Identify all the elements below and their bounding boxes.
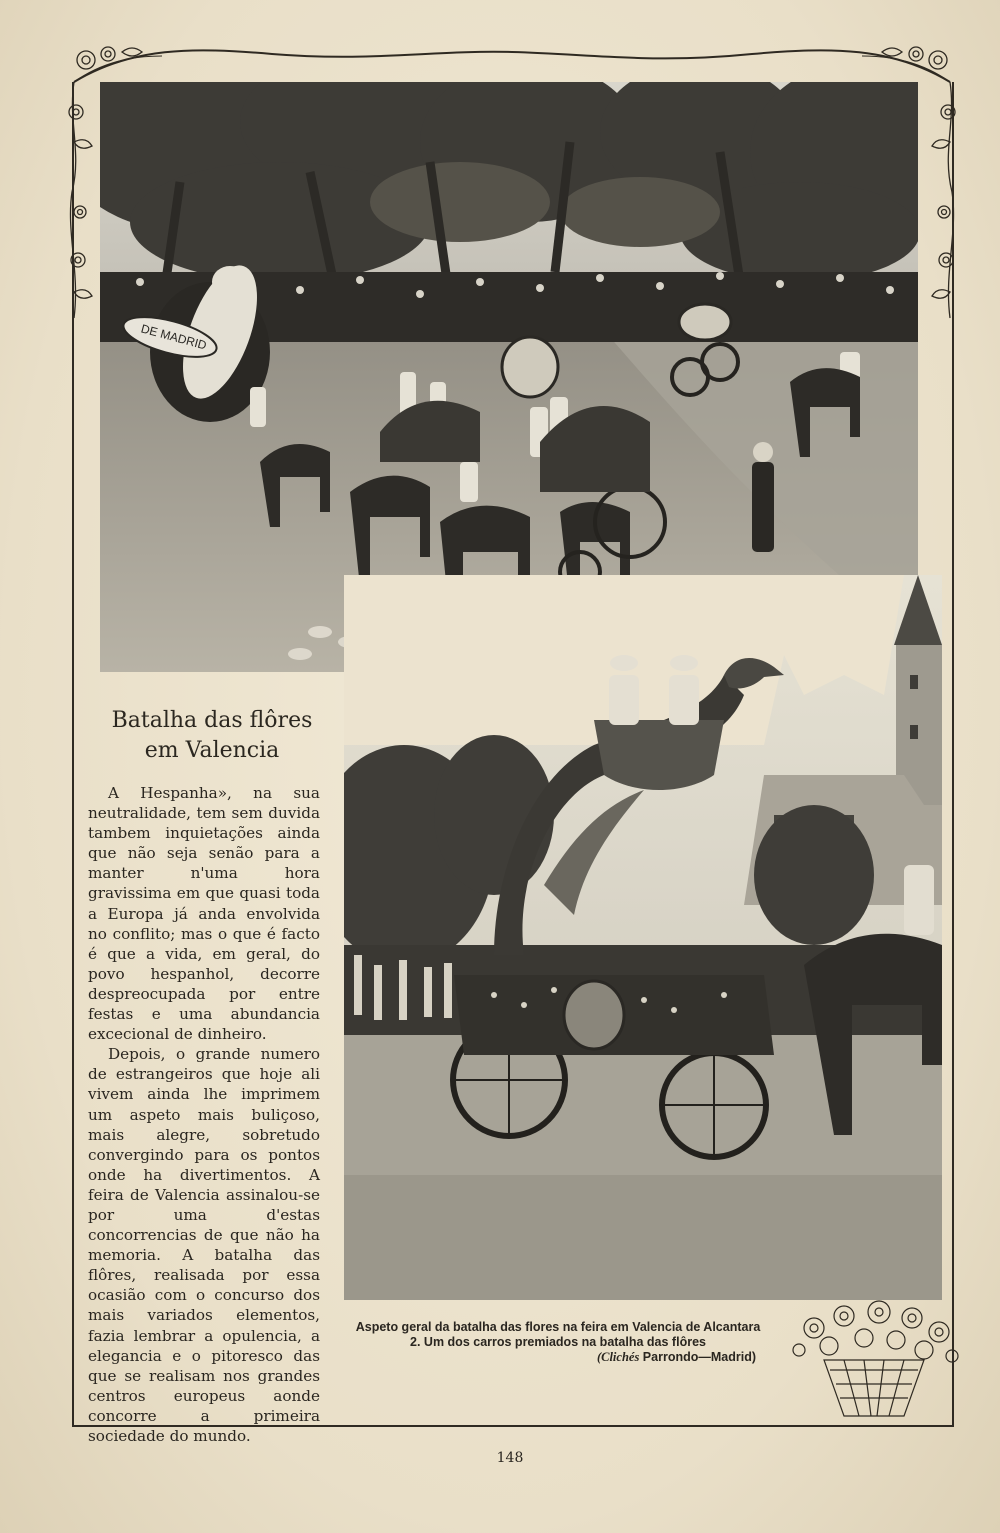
caption-line-1: Aspeto geral da batalha das flores na feira em Valencia de Alcantara xyxy=(355,1320,761,1334)
headline-line-1: Batalha das flôres xyxy=(111,708,313,733)
page-number: 148 xyxy=(496,1450,524,1466)
flower-basket-ornament xyxy=(784,1298,964,1418)
floral-vine-right xyxy=(918,82,958,322)
bear-float-banner: DE MADRID xyxy=(139,321,209,353)
credit-source: Parrondo—Madrid) xyxy=(642,1350,756,1364)
headline-line-2: em Valencia xyxy=(144,738,280,763)
article-body xyxy=(88,783,320,1446)
article-headline xyxy=(82,706,342,766)
photo-caption xyxy=(338,1320,778,1365)
article-paragraph-1: A Hespanha», na sua neutralidade, tem sem duvida tambem inquietações ainda que não seja senão para a manter n'uma hora gravissima em que quasi toda a Europa já anda envolvida no conflito; mas o que é facto é que a vida, em geral, do povo hespanhol, decorre despreocupada por entre festas e uma abundancia excecional de dinheiro. xyxy=(88,784,320,1044)
caption-line-2: 2. Um dos carros premiados na batalha das flôres xyxy=(410,1335,706,1349)
article-paragraph-2: Depois, o grande numero de estrangeiros que hoje ali vivem ainda lhe imprimem um aspeto mais buliçoso, mais alegre, sobretudo convergindo para os pontos onde ha divertimentos. A feira de Valencia assinalou-se por uma d'estas concorrencias de que não ha memoria. A batalha das flôres, realisada por essa ocasião com o concurso dos mais variados elementos, fazia lembrar a opulencia, a elegancia e o pitoresco das que se realisam nos grandes centros europeus aonde concorre a primeira sociedade do mundo. xyxy=(88,1045,320,1445)
caption-credit xyxy=(338,1350,778,1365)
credit-italic: (Clichés xyxy=(596,1350,640,1364)
photo-prize-winning-float xyxy=(344,575,942,1300)
